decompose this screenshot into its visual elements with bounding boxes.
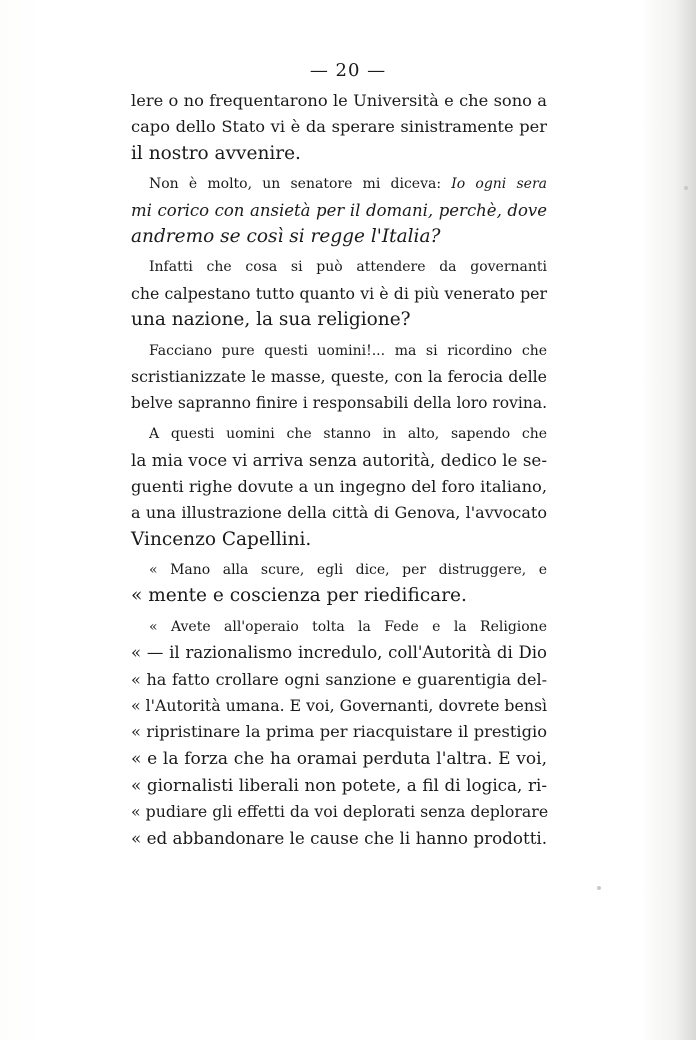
line-text: « ripristinare la prima per riacquistare il prestigio bbox=[131, 722, 547, 742]
line-text: Non è molto, un senatore mi diceva: bbox=[149, 176, 452, 193]
text-line bbox=[131, 114, 547, 140]
paragraph bbox=[131, 421, 547, 553]
line-text: « l'Autorità umana. E voi, Governanti, dovrete bensì bbox=[131, 695, 548, 715]
line-text: il nostro avvenire. bbox=[131, 142, 301, 164]
text-line bbox=[131, 527, 547, 553]
line-text: belve sapranno finire i responsabili della loro rovina. bbox=[131, 394, 548, 413]
paper-speck bbox=[684, 186, 688, 190]
quoted-speech: Io ogni sera bbox=[451, 176, 547, 193]
text-line bbox=[131, 307, 547, 333]
text-line bbox=[131, 693, 547, 719]
text-line bbox=[131, 171, 547, 197]
line-text: A questi uomini che stanno in alto, sapendo che bbox=[149, 425, 547, 442]
line-text: che calpestano tutto quanto vi è di più venerato per bbox=[131, 283, 547, 303]
text-line bbox=[131, 141, 547, 167]
line-text: « pudiare gli effetti da voi deplorati senza deplorare bbox=[131, 801, 549, 821]
text-line bbox=[131, 667, 547, 693]
text-line bbox=[131, 198, 547, 224]
line-text: a una illustrazione della città di Genova, l'avvocato bbox=[131, 503, 547, 523]
line-text: « ed abbandonare le cause che li hanno prodotti. bbox=[131, 827, 548, 848]
text-line bbox=[131, 640, 547, 666]
text-line bbox=[131, 614, 547, 640]
line-text: Vincenzo Capellini. bbox=[131, 528, 312, 550]
text-line bbox=[131, 825, 547, 851]
text-line bbox=[131, 719, 547, 745]
paragraph bbox=[131, 171, 547, 250]
text-line bbox=[131, 224, 547, 250]
quoted-speech: mi corico con ansietà per il domani, perchè, dove bbox=[131, 200, 547, 220]
text-line bbox=[131, 421, 547, 447]
line-text: capo dello Stato vi è da sperare sinistramente per bbox=[131, 117, 547, 137]
line-text: la mia voce vi arriva senza autorità, dedico le se- bbox=[131, 450, 547, 471]
text-line bbox=[131, 254, 547, 280]
line-text: « e la forza che ha oramai perduta l'altra. E voi, bbox=[131, 748, 547, 769]
paragraph bbox=[131, 557, 547, 610]
text-line bbox=[131, 390, 547, 416]
text-line bbox=[131, 799, 547, 825]
quoted-speech: andremo se così si regge l'Italia? bbox=[131, 226, 441, 248]
text-line bbox=[131, 338, 547, 364]
line-text: « mente e coscienza per riedificare. bbox=[131, 585, 467, 607]
line-text: « ha fatto crollare ogni sanzione e guarentigia del- bbox=[131, 669, 547, 689]
text-line bbox=[131, 364, 547, 390]
line-text: guenti righe dovute a un ingegno del foro italiano, bbox=[131, 476, 547, 496]
line-text: lere o no frequentarono le Università e che sono a bbox=[131, 91, 547, 110]
body-text bbox=[131, 88, 547, 851]
line-text: Facciano pure questi uomini!... ma si ricordino che bbox=[149, 342, 547, 359]
paragraph bbox=[131, 614, 547, 852]
text-line bbox=[131, 557, 547, 583]
page-number: — 20 — bbox=[309, 60, 387, 81]
line-text: « Avete all'operaio tolta la Fede e la Religione bbox=[149, 618, 547, 635]
paragraph bbox=[131, 88, 547, 167]
text-line bbox=[131, 583, 547, 609]
paper-speck bbox=[597, 886, 601, 890]
paragraph bbox=[131, 338, 547, 417]
text-line bbox=[131, 746, 547, 772]
text-line bbox=[131, 88, 547, 114]
line-text: « Mano alla scure, egli dice, per distruggere, e bbox=[149, 561, 547, 578]
text-line bbox=[131, 772, 547, 798]
line-text: « — il razionalismo incredulo, coll'Autorità di Dio bbox=[131, 643, 547, 663]
text-line bbox=[131, 281, 547, 307]
text-line bbox=[131, 500, 547, 526]
text-line bbox=[131, 447, 547, 473]
paragraph bbox=[131, 254, 547, 333]
line-text: scristianizzate le masse, queste, con la ferocia delle bbox=[131, 367, 547, 387]
line-text: « giornalisti liberali non potete, a fil di logica, ri- bbox=[131, 775, 547, 796]
line-text: Infatti che cosa si può attendere da governanti bbox=[149, 259, 547, 276]
line-text: una nazione, la sua religione? bbox=[131, 309, 411, 331]
text-line bbox=[131, 474, 547, 500]
